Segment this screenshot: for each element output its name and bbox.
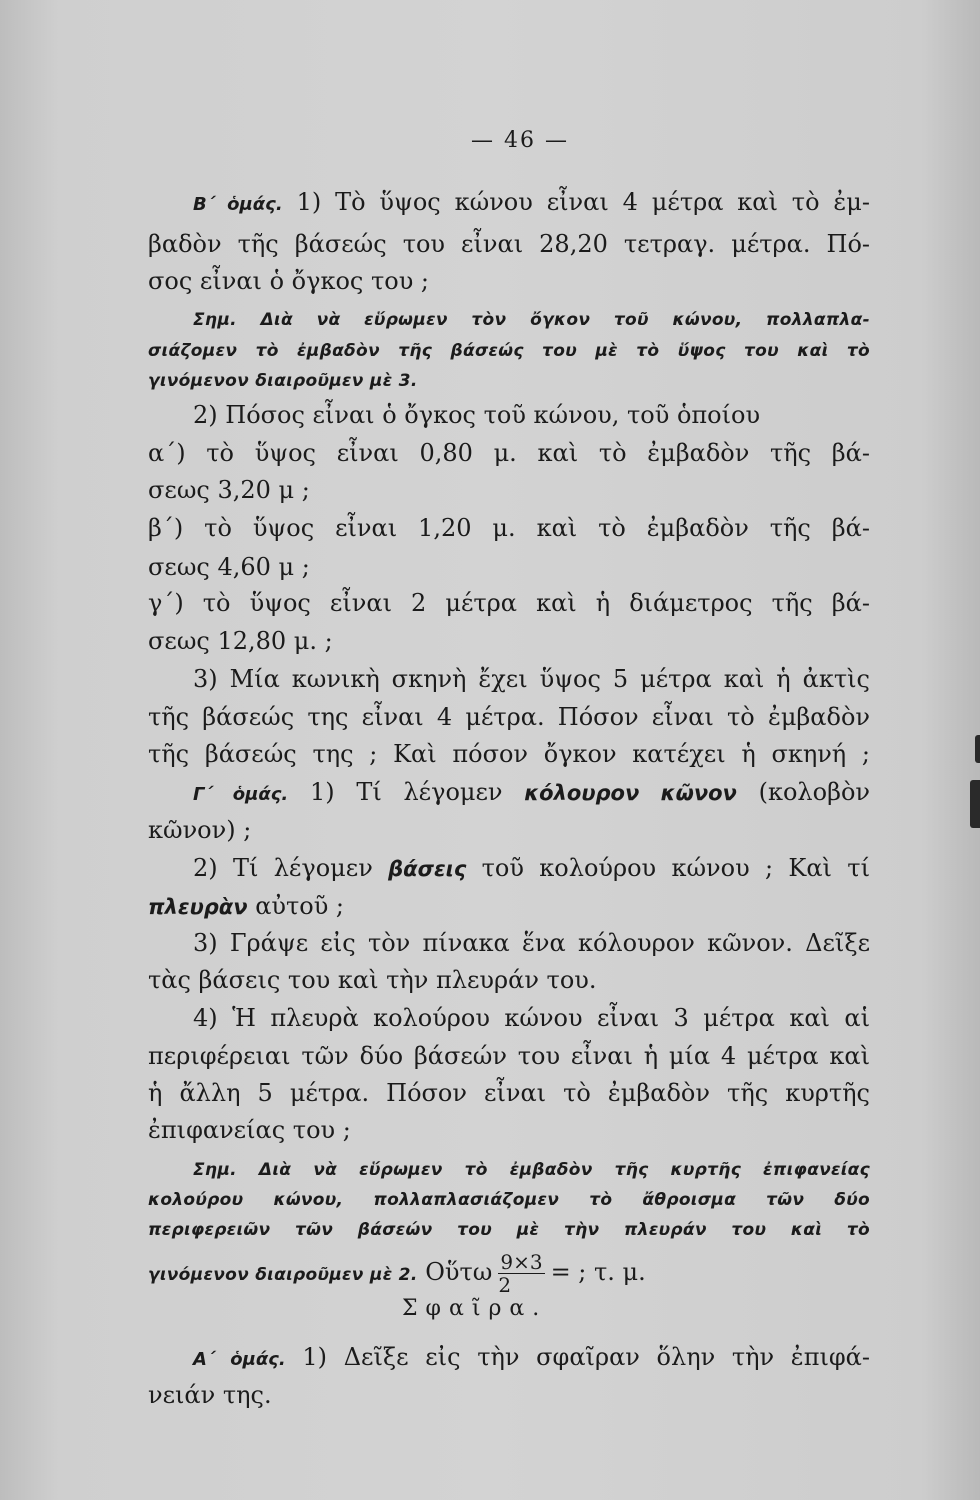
b-q1-line1: Β΄ ὁμάς. 1) Τὸ ὕψος κώνου εἶναι 4 μέτρα καὶ τὸ ἐμ- [193, 188, 871, 216]
a-group-label: Α΄ ὁμάς. [193, 1349, 286, 1370]
g-q2-line1: 2) Τί λέγομεν βάσεις τοῦ κολούρου κώνου ; Καὶ τί [193, 854, 870, 882]
g-q1-line2: κῶνον) ; [148, 816, 252, 844]
g-q2-line2: πλευρὰν αὐτοῦ ; [148, 892, 345, 920]
b-q1-line3: σος εἶναι ὁ ὄγκος του ; [148, 267, 430, 295]
b-q3-line2: τῆς βάσεώς της εἶναι 4 μέτρα. Πόσον εἶναι τὸ ἐμβαδὸν [148, 703, 870, 731]
g-note-line1: Σημ. Διὰ νὰ εὕρωμεν τὸ ἐμβαδὸν τῆς κυρτῆς ἐπιφανείας [193, 1160, 870, 1180]
b-note-line3: γινόμενον διαιροῦμεν μὲ 3. [148, 371, 418, 391]
term-kolouros-konos: κόλουρον κῶνον [524, 781, 737, 805]
b-group-label: Β΄ ὁμάς. [193, 194, 283, 215]
sphere-q1-line2: νειάν της. [148, 1381, 272, 1409]
b-q3-line1: 3) Μία κωνικὴ σκηνὴ ἔχει ὕψος 5 μέτρα καὶ ἡ ἀκτὶς [193, 665, 870, 693]
edge-mark [970, 780, 980, 828]
g-group-label: Γ΄ ὁμάς. [193, 784, 289, 805]
g-q1-line1: Γ΄ ὁμάς. 1) Τί λέγομεν κόλουρον κῶνον (κολοβὸν [193, 778, 870, 806]
g-q3-line1: 3) Γράψε εἰς τὸν πίνακα ἕνα κόλουρον κῶνον. Δεῖξε [193, 929, 870, 957]
b-q2-a-line2: σεως 3,20 μ ; [148, 476, 310, 504]
g-q3-line2: τὰς βάσεις του καὶ τὴν πλευράν του. [148, 966, 597, 994]
b-note-line2: σιάζομεν τὸ ἐμβαδὸν τῆς βάσεώς του μὲ τὸ ὕψος του καὶ τὸ [148, 341, 870, 361]
g-note-line4: γινόμενον διαιροῦμεν μὲ 2. Οὕτω $\frac{9\times 3}{2}$ = ; τ. μ. [148, 1250, 646, 1297]
b-q2-c-line1: γ΄) τὸ ὕψος εἶναι 2 μέτρα καὶ ἡ διάμετρος τῆς βά- [148, 589, 870, 617]
fraction-denominator: 2 [498, 1273, 512, 1297]
edge-mark [975, 735, 980, 763]
fraction-numerator: 9×3 [500, 1250, 543, 1274]
g-q4-line2: περιφέρειαι τῶν δύο βάσεών του εἶναι ἡ μία 4 μέτρα καὶ [148, 1042, 870, 1070]
g-q4-line3: ἡ ἄλλη 5 μέτρα. Πόσον εἶναι τὸ ἐμβαδὸν τῆς κυρτῆς [148, 1079, 870, 1107]
b-q2-c-line2: σεως 12,80 μ. ; [148, 627, 333, 655]
term-pleuran: πλευρὰν [148, 895, 248, 919]
b-note-line1: Σημ. Διὰ νὰ εὕρωμεν τὸν ὄγκον τοῦ κώνου, πολλαπλα- [193, 310, 870, 330]
b-q2-line1: 2) Πόσος εἶναι ὁ ὄγκος τοῦ κώνου, τοῦ ὁποίου [193, 401, 761, 429]
page-number: — 46 — [471, 128, 569, 153]
g-q4-line1: 4) Ἡ πλευρὰ κολούρου κώνου εἶναι 3 μέτρα καὶ αἱ [193, 1004, 870, 1032]
term-baseis: βάσεις [388, 857, 467, 881]
g-note-line2: κολούρου κώνου, πολλαπλασιάζομεν τὸ ἄθροισμα τῶν δύο [148, 1190, 870, 1210]
g-note-line3: περιφερειῶν τῶν βάσεών του μὲ τὴν πλευράν του καὶ τὸ [148, 1220, 870, 1240]
section-title-sphere: Σφαῖρα. [402, 1296, 548, 1321]
b-q1-line2: βαδὸν τῆς βάσεώς του εἶναι 28,20 τετραγ. μέτρα. Πό- [148, 230, 870, 258]
b-q2-a-line1: α΄) τὸ ὕψος εἶναι 0,80 μ. καὶ τὸ ἐμβαδὸν τῆς βά- [148, 439, 870, 467]
fraction [498, 1251, 544, 1296]
b-q2-b-line1: β΄) τὸ ὕψος εἶναι 1,20 μ. καὶ τὸ ἐμβαδὸν τῆς βά- [148, 514, 870, 542]
b-q2-b-line2: σεως 4,60 μ ; [148, 553, 310, 581]
sphere-q1-line1: Α΄ ὁμάς. 1) Δεῖξε εἰς τὴν σφαῖραν ὅλην τὴν ἐπιφά- [193, 1343, 870, 1371]
b-q3-line3: τῆς βάσεώς της ; Καὶ πόσον ὄγκον κατέχει ἡ σκηνή ; [148, 740, 870, 768]
g-q4-line4: ἐπιφανείας του ; [148, 1116, 351, 1144]
